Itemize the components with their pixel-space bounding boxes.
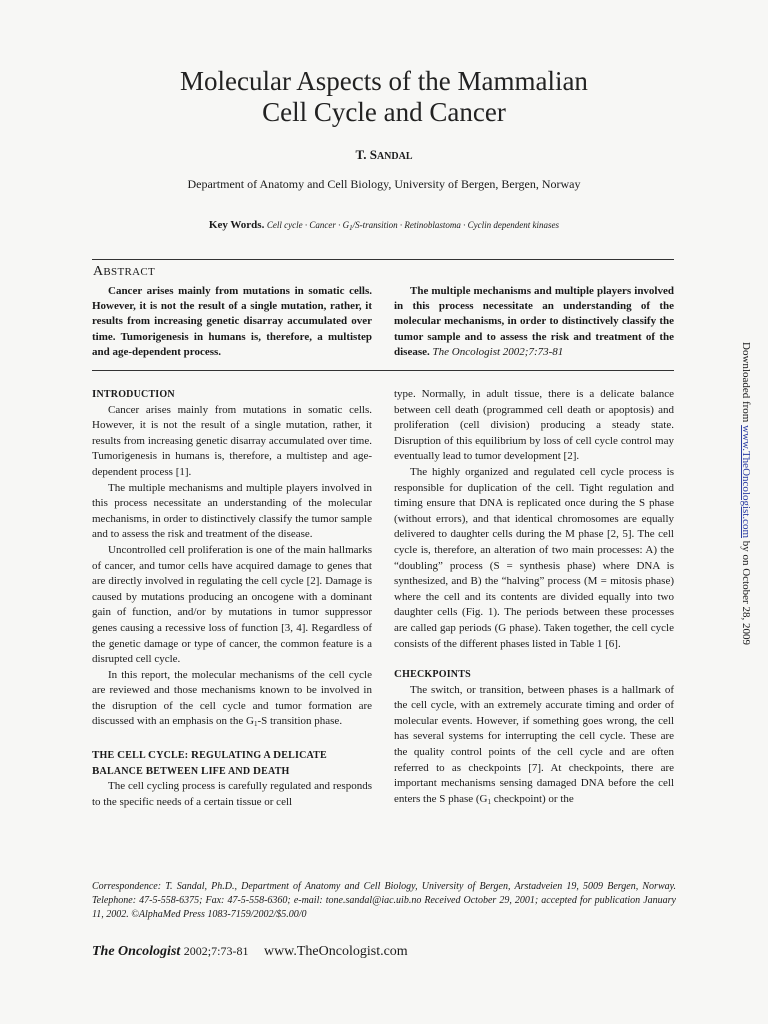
h1-c4: R	[191, 749, 200, 762]
h2-c3: L	[201, 764, 209, 777]
right-column	[394, 387, 674, 810]
h1-r3: YCLE:	[156, 750, 192, 762]
title-line-2: Cell Cycle and Cancer	[262, 97, 506, 127]
abstract-left: Cancer arises mainly from mutations in somatic cells. However, it is not the result of a single mutation, rather, it results from increasing genetic disarray accumulated over time. Tumorigenesis in humans is, therefore, a multistep and age-dependent process.	[92, 285, 372, 358]
h1-c3: C	[148, 749, 157, 762]
title-line-1: Molecular Aspects of the Mammalian	[180, 66, 588, 96]
intro-paragraph-4	[92, 668, 372, 733]
checkpoints-heading-cap: C	[394, 668, 403, 681]
h1-r2: ELL	[125, 750, 149, 762]
h2-c4: D	[252, 764, 262, 777]
abstract-heading-cap: A	[93, 264, 104, 279]
download-side-note	[738, 342, 754, 672]
keywords-text-b: /S-transition · Retinoblastoma · Cyclin dependent kinases	[352, 220, 560, 230]
h2-c1: B	[92, 764, 100, 777]
author-surname-rest: ANDAL	[376, 151, 413, 162]
checkpoints-p-sub: 1	[487, 797, 491, 806]
checkpoints-heading-rest: HECKPOINTS	[402, 669, 471, 681]
side-note-prefix: Downloaded from	[740, 342, 752, 426]
h2-c2: B	[145, 764, 154, 777]
abstract-heading	[93, 263, 155, 280]
author-initial: T. S	[355, 147, 377, 162]
download-side-note-text	[738, 342, 754, 645]
h2-r3: IFE AND	[208, 765, 253, 777]
side-note-suffix: by on October 28, 2009	[740, 538, 752, 645]
intro-p4-a: In this report, the molecular mechanisms of the cell cycle are reviewed and those mechanisms known to be involved in the disruption of the cell cycle and tumor formation are discussed with an emphasis on the G	[92, 668, 372, 728]
intro-paragraph-3: Uncontrolled cell proliferation is one of the main hallmarks of cancer, and tumor cells have acquired damage to genes that are directly involved in regulating the cell cycle [2]. Damage is caused by mutations producing an oncogene with a dominant gain of function, and/or by mutations in tumor suppressor genes causing a recessive loss of function [3, 4]. Regardless of the genetic damage or type of cancer, the common feature is a disrupted cell cycle.	[92, 543, 372, 666]
cellcycle-heading-line-2	[92, 764, 372, 780]
h1-r4: EGULATING A	[199, 750, 274, 762]
paper-title	[0, 66, 768, 128]
section-gap-2	[394, 652, 674, 667]
abstract-citation-journal: The Oncologist	[432, 345, 501, 358]
side-note-link[interactable]: www.TheOncologist.com	[740, 425, 752, 539]
page-footer	[92, 944, 408, 960]
cellcycle-heading	[92, 748, 372, 779]
abstract-right-text: The multiple mechanisms and multiple players involved in this process necessitate an understanding of the molecular mechanisms, in order to distinctively classify the tumor sample and to assess the risk and treatment of the disease.	[394, 285, 674, 358]
h2-r2: ETWEEN	[153, 765, 202, 777]
right-paragraph-1: The highly organized and regulated cell cycle process is responsible for duplication of the cell. Tight regulation and timing ensure that DNA is replicated once during the S phase (without errors), and that identical chromosomes are equally delivered to daughter cells during the M phase [2, 5]. The cell cycle is, therefore, an alteration of two main processes: A) the “doubling” process (S = synthesis phase) where DNA is synthesized, and B) the “halving” process (M = mitosis phase) where the cell and its contents are divided equally into two daughter cells (Fig. 1). The periods between these processes are called gap periods (G phase). Taken together, the cell cycle consists of the different phases listed in Table 1 [6].	[394, 465, 674, 650]
affiliation: Department of Anatomy and Cell Biology, University of Bergen, Bergen, Norway	[187, 177, 581, 191]
abstract-citation-ref: 2002;7:73-81	[502, 345, 564, 358]
checkpoints-p-a: The switch, or transition, between phases is a hallmark of the cell cycle, with an extremely accurate timing and order of molecular events. However, if something goes wrong, the cell has several systems for interrupting the cell cycle. These are the quality control points of the cell cycle and are often referred to as checkpoints [7]. At checkpoints, there are important mechanisms sensing damaged DNA before the cell enters the S phase (G	[394, 683, 674, 805]
footer-url[interactable]: www.TheOncologist.com	[263, 944, 408, 959]
keywords-label: Key Words.	[208, 219, 265, 231]
intro-p4-b: -S transition phase.	[257, 715, 343, 728]
intro-heading	[92, 387, 372, 403]
cellcycle-heading-line-1	[92, 748, 372, 764]
section-gap	[92, 733, 372, 748]
h1-c5: D	[273, 749, 282, 762]
correspondence-note: Correspondence: T. Sandal, Ph.D., Department of Anatomy and Cell Biology, University of Bergen, Arstadveien 19, 5009 Bergen, Norway. Telephone: 47-5-558-6375; Fax: 47-5-558-6360; e-mail: tone.sandal@iac.uib.no Received October 29, 2001; accepted for publication January 11, 2002. ©AlphaMed Press 1083-7159/2002/$5.00/0	[92, 881, 676, 920]
abstract-bottom-rule	[92, 370, 674, 371]
keywords-text	[267, 220, 559, 230]
intro-paragraph-1: Cancer arises mainly from mutations in somatic cells. However, it is not the result of a single mutation, rather, it results from increasing genetic disarray accumulated over time. Tumorigenesis in humans is, therefore, a multistep and age-dependent process [1].	[92, 403, 372, 478]
checkpoints-p-b: checkpoint) or the	[490, 792, 574, 805]
h1-c2: C	[117, 749, 126, 762]
abstract-heading-rest: BSTRACT	[103, 266, 156, 278]
h2-r4: EATH	[261, 765, 290, 777]
footer-citation: 2002;7:73-81	[183, 944, 249, 958]
intro-paragraph-2: The multiple mechanisms and multiple players involved in this process necessitate an understanding of the molecular mechanisms, in order to distinctively classify the tumor sample and to assess the risk and treatment of the disease.	[92, 481, 372, 541]
intro-heading-rest: NTRODUCTION	[96, 389, 175, 400]
checkpoints-heading	[394, 667, 674, 683]
h1-c1: T	[92, 749, 100, 762]
h2-r1: ALANCE	[99, 765, 146, 777]
keywords-sub: 1	[349, 224, 353, 232]
checkpoints-paragraph-1	[394, 683, 674, 811]
cellcycle-paragraph-1: The cell cycling process is carefully regulated and responds to the specific needs of a certain tissue or cell	[92, 780, 372, 808]
left-column	[92, 387, 372, 810]
author	[0, 147, 768, 163]
h1-r5: ELICATE	[281, 750, 327, 762]
abstract-top-rule	[92, 259, 674, 260]
intro-p4-sub: 1	[253, 720, 258, 729]
h1-r1: HE	[99, 750, 118, 762]
keywords	[0, 219, 768, 232]
abstract-right	[394, 284, 674, 360]
footer-journal: The Oncologist	[92, 944, 181, 959]
keywords-text-a: Cell cycle · Cancer · G	[266, 220, 350, 230]
intro-heading-cap: I	[92, 388, 97, 400]
right-paragraph-0: type. Normally, in adult tissue, there is a delicate balance between cell death (programmed cell death or apoptosis) and proliferation (cell division) producing a steady state. Disruption of this equilibrium by loss of cell cycle control may eventually lead to tumor development [2].	[394, 388, 674, 463]
